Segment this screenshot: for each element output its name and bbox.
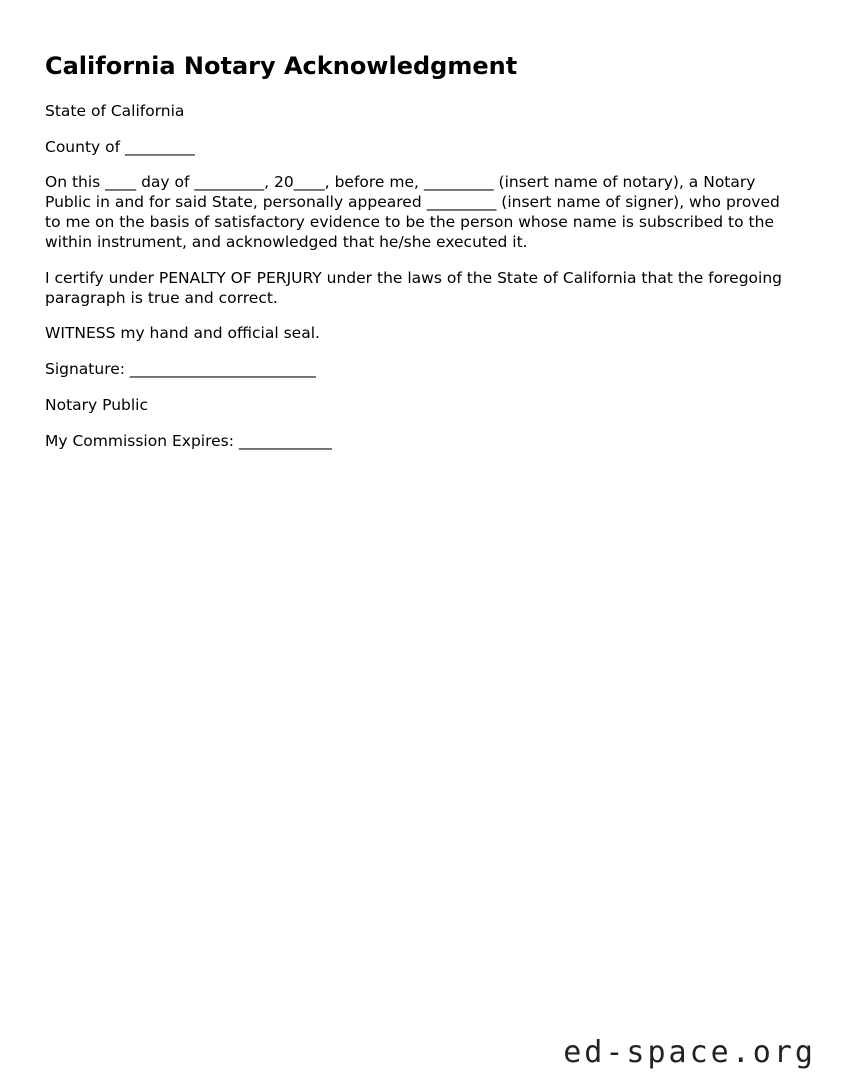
state-line: State of California	[45, 101, 185, 120]
witness-line: WITNESS my hand and official seal.	[45, 324, 320, 343]
notary-public-line: Notary Public	[45, 396, 148, 415]
commission-line: My Commission Expires: ____________	[45, 431, 332, 450]
acknowledgment-paragraph: On this ____ day of _________, 20____, before me, _________ (insert name of notary), a Notary Public in and for said State, personally appeared _________ (insert name of signer), who proved to me on the basis of satisfactory evidence to be the person whose name is subscribed to the within instrument, and acknowledged that he/she executed it.	[45, 173, 780, 251]
document-title: California Notary Acknowledgment	[45, 52, 518, 80]
signature-line: Signature: ________________________	[45, 360, 316, 379]
perjury-paragraph: I certify under PENALTY OF PERJURY under the laws of the State of California that the foregoing paragraph is true and correct.	[45, 268, 782, 307]
county-line: County of _________	[45, 137, 195, 156]
document-body	[45, 102, 799, 452]
watermark: ed-space.org	[563, 1035, 816, 1070]
